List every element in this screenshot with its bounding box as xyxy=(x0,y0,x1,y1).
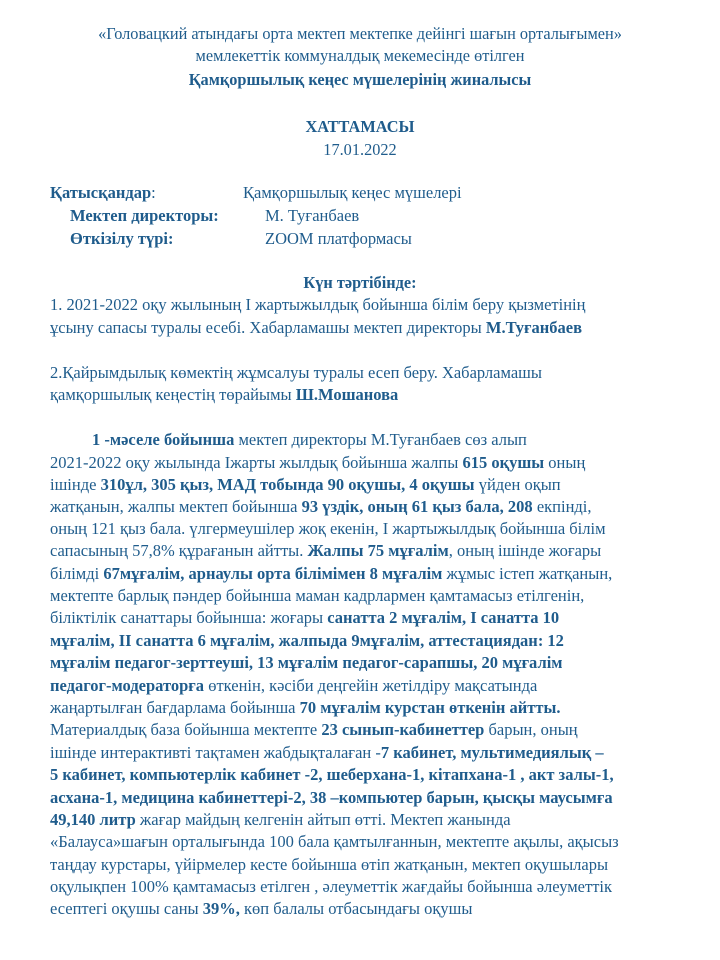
agenda-item-1-text: ұсыну сапасы туралы есебі. Хабарламашы мектеп директоры xyxy=(50,318,482,337)
report-text: үйден оқып xyxy=(474,475,561,494)
agenda-item-1-line-1: 1. 2021-2022 оқу жылының I жартыжылдық бойынша білім беру қызметінің xyxy=(50,295,586,314)
report-highlight: 93 үздік, оның 61 қыз бала, 208 xyxy=(301,497,533,516)
report-line xyxy=(50,453,585,473)
report-line xyxy=(50,497,592,517)
report-issue-label: 1 -мәселе бойынша xyxy=(92,430,235,449)
agenda-item-2-line-1: 2.Қайрымдылық көмектің жұмсалуы туралы есеп беру. Хабарламашы xyxy=(50,363,542,382)
report-text: Материалдық база бойынша мектепте xyxy=(50,720,322,739)
report-line xyxy=(50,541,601,561)
report-line xyxy=(50,676,537,696)
report-text: мектеп директоры М.Туғанбаев сөз алып xyxy=(234,430,527,449)
report-highlight: 615 оқушы xyxy=(462,453,545,472)
report-line: мұғалім педагог-зерттеуші, 13 мұғалім педагог-сарапшы, 20 мұғалім xyxy=(50,653,563,672)
header-line-3: Қамқоршылық кеңес мүшелерінің жиналысы xyxy=(188,70,532,89)
report-line: «Балауса»шағын орталығында 100 бала қамтылғаннын, мектепте ақылы, ақысыз xyxy=(50,832,619,851)
report-highlight: 7 кабинет, мультимедиялық – xyxy=(380,743,604,762)
report-highlight: 67мұғалім, арнаулы орта білімімен 8 мұғалім xyxy=(103,564,443,583)
report-text: ішінде интерактивті тақтамен жабдықталаған - xyxy=(50,743,381,762)
report-text: жағар майдың келгенін айтып өтті. Мектеп жанында xyxy=(135,810,511,829)
report-line xyxy=(50,698,561,718)
report-text: 2021-2022 оқу жылында Іжарты жылдық бойынша жалпы xyxy=(50,453,463,472)
agenda-heading: Күн тәртібінде: xyxy=(303,273,417,292)
report-line xyxy=(50,564,612,584)
report-line: асхана-1, медицина кабинеттері-2, 38 –компьютер барын, қысқы маусымға xyxy=(50,788,613,807)
director-label: Мектеп директоры: xyxy=(70,206,219,225)
header-line-2: мемлекеттік коммуналдық мекемесінде өтілген xyxy=(195,46,525,65)
report-highlight: 49,140 литр xyxy=(50,810,136,829)
report-text: жұмыс істеп жатқанын, xyxy=(442,564,613,583)
report-line xyxy=(50,810,511,830)
report-highlight: Жалпы 75 мұғалім xyxy=(307,541,449,560)
report-line: 5 кабинет, компьютерлік кабинет -2, шеберхана-1, кітапхана-1 , акт залы-1, xyxy=(50,765,614,784)
document-title: ХАТТАМАСЫ xyxy=(305,117,415,136)
report-text: білімді xyxy=(50,564,104,583)
document-date: 17.01.2022 xyxy=(323,140,397,159)
report-text: оның xyxy=(544,453,586,472)
report-highlight: педагог-модераторға xyxy=(50,676,205,695)
report-highlight: 70 мұғалім курстан өткенін айтты. xyxy=(299,698,561,717)
report-line xyxy=(50,608,559,628)
format-value: ZOOM платформасы xyxy=(265,229,412,248)
report-line xyxy=(50,743,604,763)
report-text: екпінді, xyxy=(532,497,592,516)
report-highlight: 310ұл, 305 қыз, МАД тобында 90 оқушы, 4 оқушы xyxy=(100,475,475,494)
agenda-item-2-line-2 xyxy=(50,385,398,405)
report-line: оның 121 қыз бала. үлгермеушілер жоқ екенін, I жартыжылдық бойынша білім xyxy=(50,519,606,538)
participants-value: Қамқоршылық кеңес мүшелері xyxy=(243,183,462,202)
report-text: біліктілік санаттары бойынша: жоғары xyxy=(50,608,328,627)
report-line xyxy=(50,475,561,495)
report-text: барын, оның xyxy=(484,720,578,739)
agenda-item-2-text: қамқоршылық кеңестің төрайымы xyxy=(50,385,292,404)
participants-row xyxy=(50,183,156,203)
report-highlight: 23 сынып-кабинеттер xyxy=(321,720,485,739)
participants-label: Қатысқандар xyxy=(50,183,152,202)
header-line-1: «Головацкий атындағы орта мектеп мектепке дейінгі шағын орталығымен» xyxy=(98,24,622,43)
director-value: М. Туғанбаев xyxy=(265,206,360,225)
report-highlight: 39%, xyxy=(202,899,240,918)
report-text: жатқанын, жалпы мектеп бойынша xyxy=(50,497,302,516)
report-line xyxy=(50,720,578,740)
report-text: есептегі оқушы саны xyxy=(50,899,203,918)
agenda-item-1-speaker: М.Туғанбаев xyxy=(485,318,582,337)
report-line: мұғалім, II санатта 6 мұғалім, жалпыда 9мұғалім, аттестациядан: 12 xyxy=(50,631,564,650)
report-line: оқулықпен 100% қамтамасыз етілген , әлеуметтік жағдайы бойынша әлеуметтік xyxy=(50,877,613,896)
report-line xyxy=(92,430,527,450)
report-line xyxy=(50,899,472,919)
report-text: , оның ішінде жоғары xyxy=(448,541,602,560)
report-line: мектепте барлық пәндер бойынша маман кадрлармен қамтамасыз етілгенін, xyxy=(50,586,585,605)
agenda-item-1-line-2 xyxy=(50,318,582,338)
report-text: сапасының 57,8% құрағанын айтты. xyxy=(50,541,308,560)
participants-colon: : xyxy=(151,183,156,202)
report-text: өткенін, кәсіби деңгейін жетілдіру мақсатында xyxy=(204,676,538,695)
agenda-item-2-speaker: Ш.Мошанова xyxy=(295,385,399,404)
format-label: Өткізілу түрі: xyxy=(70,229,174,248)
report-highlight: санатта 2 мұғалім, I санатта 10 xyxy=(327,608,560,627)
report-text: ішінде xyxy=(50,475,101,494)
report-text: жаңартылған бағдарлама бойынша xyxy=(50,698,300,717)
report-line: таңдау курстары, үйірмелер кесте бойынша өтіп жатқанын, мектеп оқушылары xyxy=(50,855,609,874)
report-text: көп балалы отбасындағы оқушы xyxy=(239,899,473,918)
